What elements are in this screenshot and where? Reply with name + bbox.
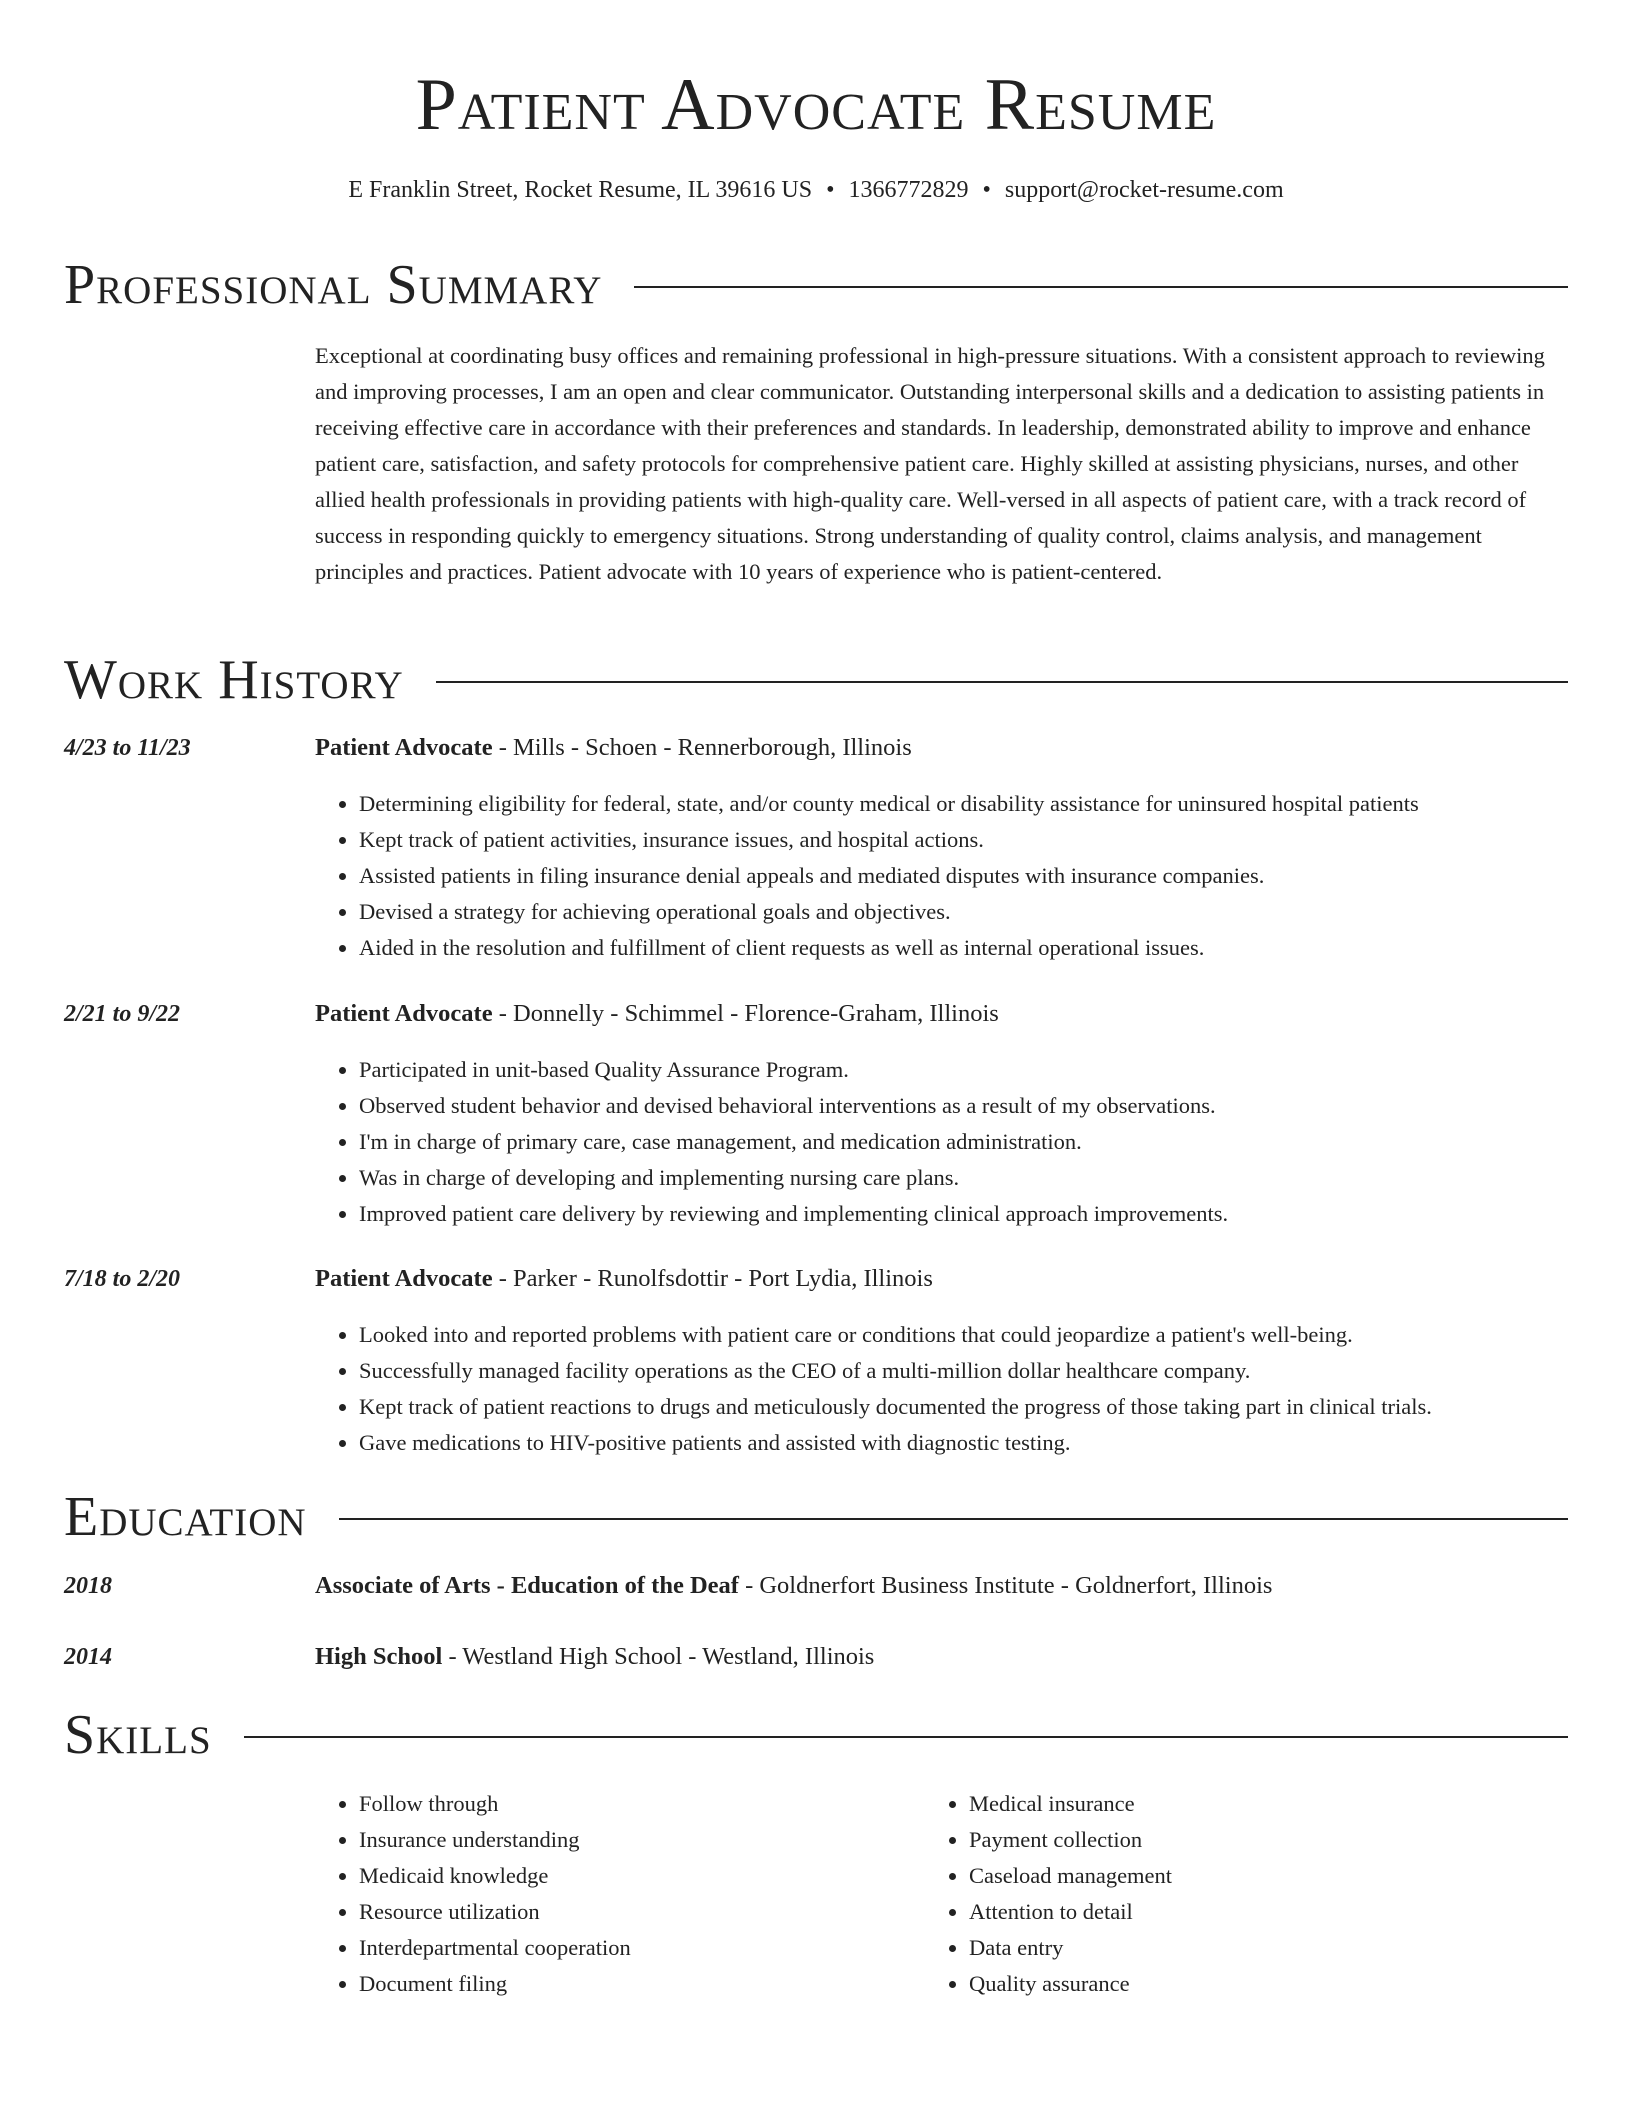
summary-text: Exceptional at coordinating busy offices and remaining professional in high-pressure situations. With a consistent approach to reviewing and improving processes, I am an open and clear communicator. Outstanding interpersonal skills and a dedication to assisting patients in receiving effective care in accordance with their preferences and standards. In leadership, demonstrated ability to improve and enhance patient care, satisfaction, and safety protocols for comprehensive patient care. Highly skilled at assisting physicians, nurses, and other allied health professionals in providing patients with high-quality care. Well-versed in all aspects of patient care, with a track record of success in responding quickly to emergency situations. Strong understanding of quality control, claims analysis, and management principles and practices. Patient advocate with 10 years of experience who is patient-centered.: [315, 343, 1545, 584]
degree-name: High School: [315, 1643, 443, 1670]
section-divider: [634, 286, 1568, 288]
skill-item: • Data entry: [969, 1930, 1529, 1966]
skills-list-left: [315, 1786, 919, 2002]
list-item: • Kept track of patient activities, insurance issues, and hospital actions.: [359, 822, 1629, 858]
education-entry: [315, 1641, 1575, 1673]
list-item: • Improved patient care delivery by reviewing and implementing clinical approach improvements.: [359, 1196, 1629, 1232]
list-item: • Participated in unit-based Quality Assurance Program.: [359, 1052, 1629, 1088]
list-item: • Looked into and reported problems with patient care or conditions that could jeopardize a patient's well-being.: [359, 1317, 1629, 1353]
education-entry: [315, 1570, 1575, 1602]
job-header: [315, 998, 1575, 1030]
job-bullets: [315, 1317, 1629, 1461]
skill-item: • Follow through: [359, 1786, 919, 1822]
skill-item: • Medical insurance: [969, 1786, 1529, 1822]
work-heading: Work History: [64, 649, 404, 711]
skill-item: • Resource utilization: [359, 1894, 919, 1930]
education-year: 2014: [64, 1644, 112, 1670]
job-bullets: [315, 1052, 1629, 1232]
school-details: - Westland High School - Westland, Illinois: [442, 1643, 875, 1670]
section-divider: [436, 681, 1568, 683]
skills-section-header: [64, 1700, 1568, 1770]
list-item: • Determining eligibility for federal, state, and/or county medical or disability assistance for uninsured hospital patients: [359, 786, 1629, 822]
skills-list-right: [925, 1786, 1529, 2002]
skill-item: • Caseload management: [969, 1858, 1529, 1894]
skill-item: • Insurance understanding: [359, 1822, 919, 1858]
list-item: • Observed student behavior and devised behavioral interventions as a result of my observations.: [359, 1088, 1629, 1124]
list-item: • Devised a strategy for achieving operational goals and objectives.: [359, 894, 1629, 930]
contact-email[interactable]: support@rocket-resume.com: [1004, 177, 1284, 203]
job-title: Patient Advocate: [315, 734, 493, 761]
section-divider: [244, 1736, 1568, 1738]
skill-item: • Payment collection: [969, 1822, 1529, 1858]
job-details: - Donnelly - Schimmel - Florence-Graham, Illinois: [492, 1000, 999, 1027]
list-item: • Kept track of patient reactions to drugs and meticulously documented the progress of those taking part in clinical trials.: [359, 1389, 1629, 1425]
list-item: • Assisted patients in filing insurance denial appeals and mediated disputes with insurance companies.: [359, 858, 1629, 894]
contact-separator: •: [982, 177, 991, 203]
resume-title: Patient Advocate Resume: [415, 64, 1217, 146]
job-header: [315, 1263, 1575, 1295]
skill-item: • Interdepartmental cooperation: [359, 1930, 919, 1966]
contact-separator: •: [826, 177, 835, 203]
list-item: • Aided in the resolution and fulfillment of client requests as well as internal operational issues.: [359, 930, 1629, 966]
skills-heading: Skills: [64, 1704, 212, 1766]
education-section-header: [64, 1482, 1568, 1552]
education-heading: Education: [64, 1486, 307, 1548]
contact-address: E Franklin Street, Rocket Resume, IL 39616 US: [348, 177, 813, 203]
contact-phone: 1366772829: [848, 177, 969, 203]
school-details: - Goldnerfort Business Institute - Goldnerfort, Illinois: [738, 1572, 1273, 1599]
summary-section-header: [64, 250, 1568, 320]
job-bullets: [315, 786, 1629, 966]
skill-item: • Attention to detail: [969, 1894, 1529, 1930]
job-dates: 2/21 to 9/22: [64, 1001, 181, 1027]
skill-item: • Medicaid knowledge: [359, 1858, 919, 1894]
job-details: - Parker - Runolfsdottir - Port Lydia, Illinois: [492, 1265, 933, 1292]
education-year: 2018: [64, 1573, 112, 1599]
skill-item: • Quality assurance: [969, 1966, 1529, 2002]
degree-name: Associate of Arts - Education of the Deaf: [315, 1572, 739, 1599]
work-section-header: [64, 645, 1568, 715]
job-title: Patient Advocate: [315, 1000, 493, 1027]
summary-heading: Professional Summary: [64, 254, 603, 316]
list-item: • Gave medications to HIV-positive patients and assisted with diagnostic testing.: [359, 1425, 1629, 1461]
contact-line: [0, 174, 1632, 206]
job-dates: 4/23 to 11/23: [64, 735, 191, 761]
job-details: - Mills - Schoen - Rennerborough, Illinois: [492, 734, 912, 761]
section-divider: [339, 1518, 1568, 1520]
skill-item: • Document filing: [359, 1966, 919, 2002]
job-dates: 7/18 to 2/20: [64, 1266, 181, 1292]
job-title: Patient Advocate: [315, 1265, 493, 1292]
job-header: [315, 732, 1575, 764]
list-item: • Was in charge of developing and implementing nursing care plans.: [359, 1160, 1629, 1196]
list-item: • I'm in charge of primary care, case management, and medication administration.: [359, 1124, 1629, 1160]
list-item: • Successfully managed facility operations as the CEO of a multi-million dollar healthcare company.: [359, 1353, 1629, 1389]
